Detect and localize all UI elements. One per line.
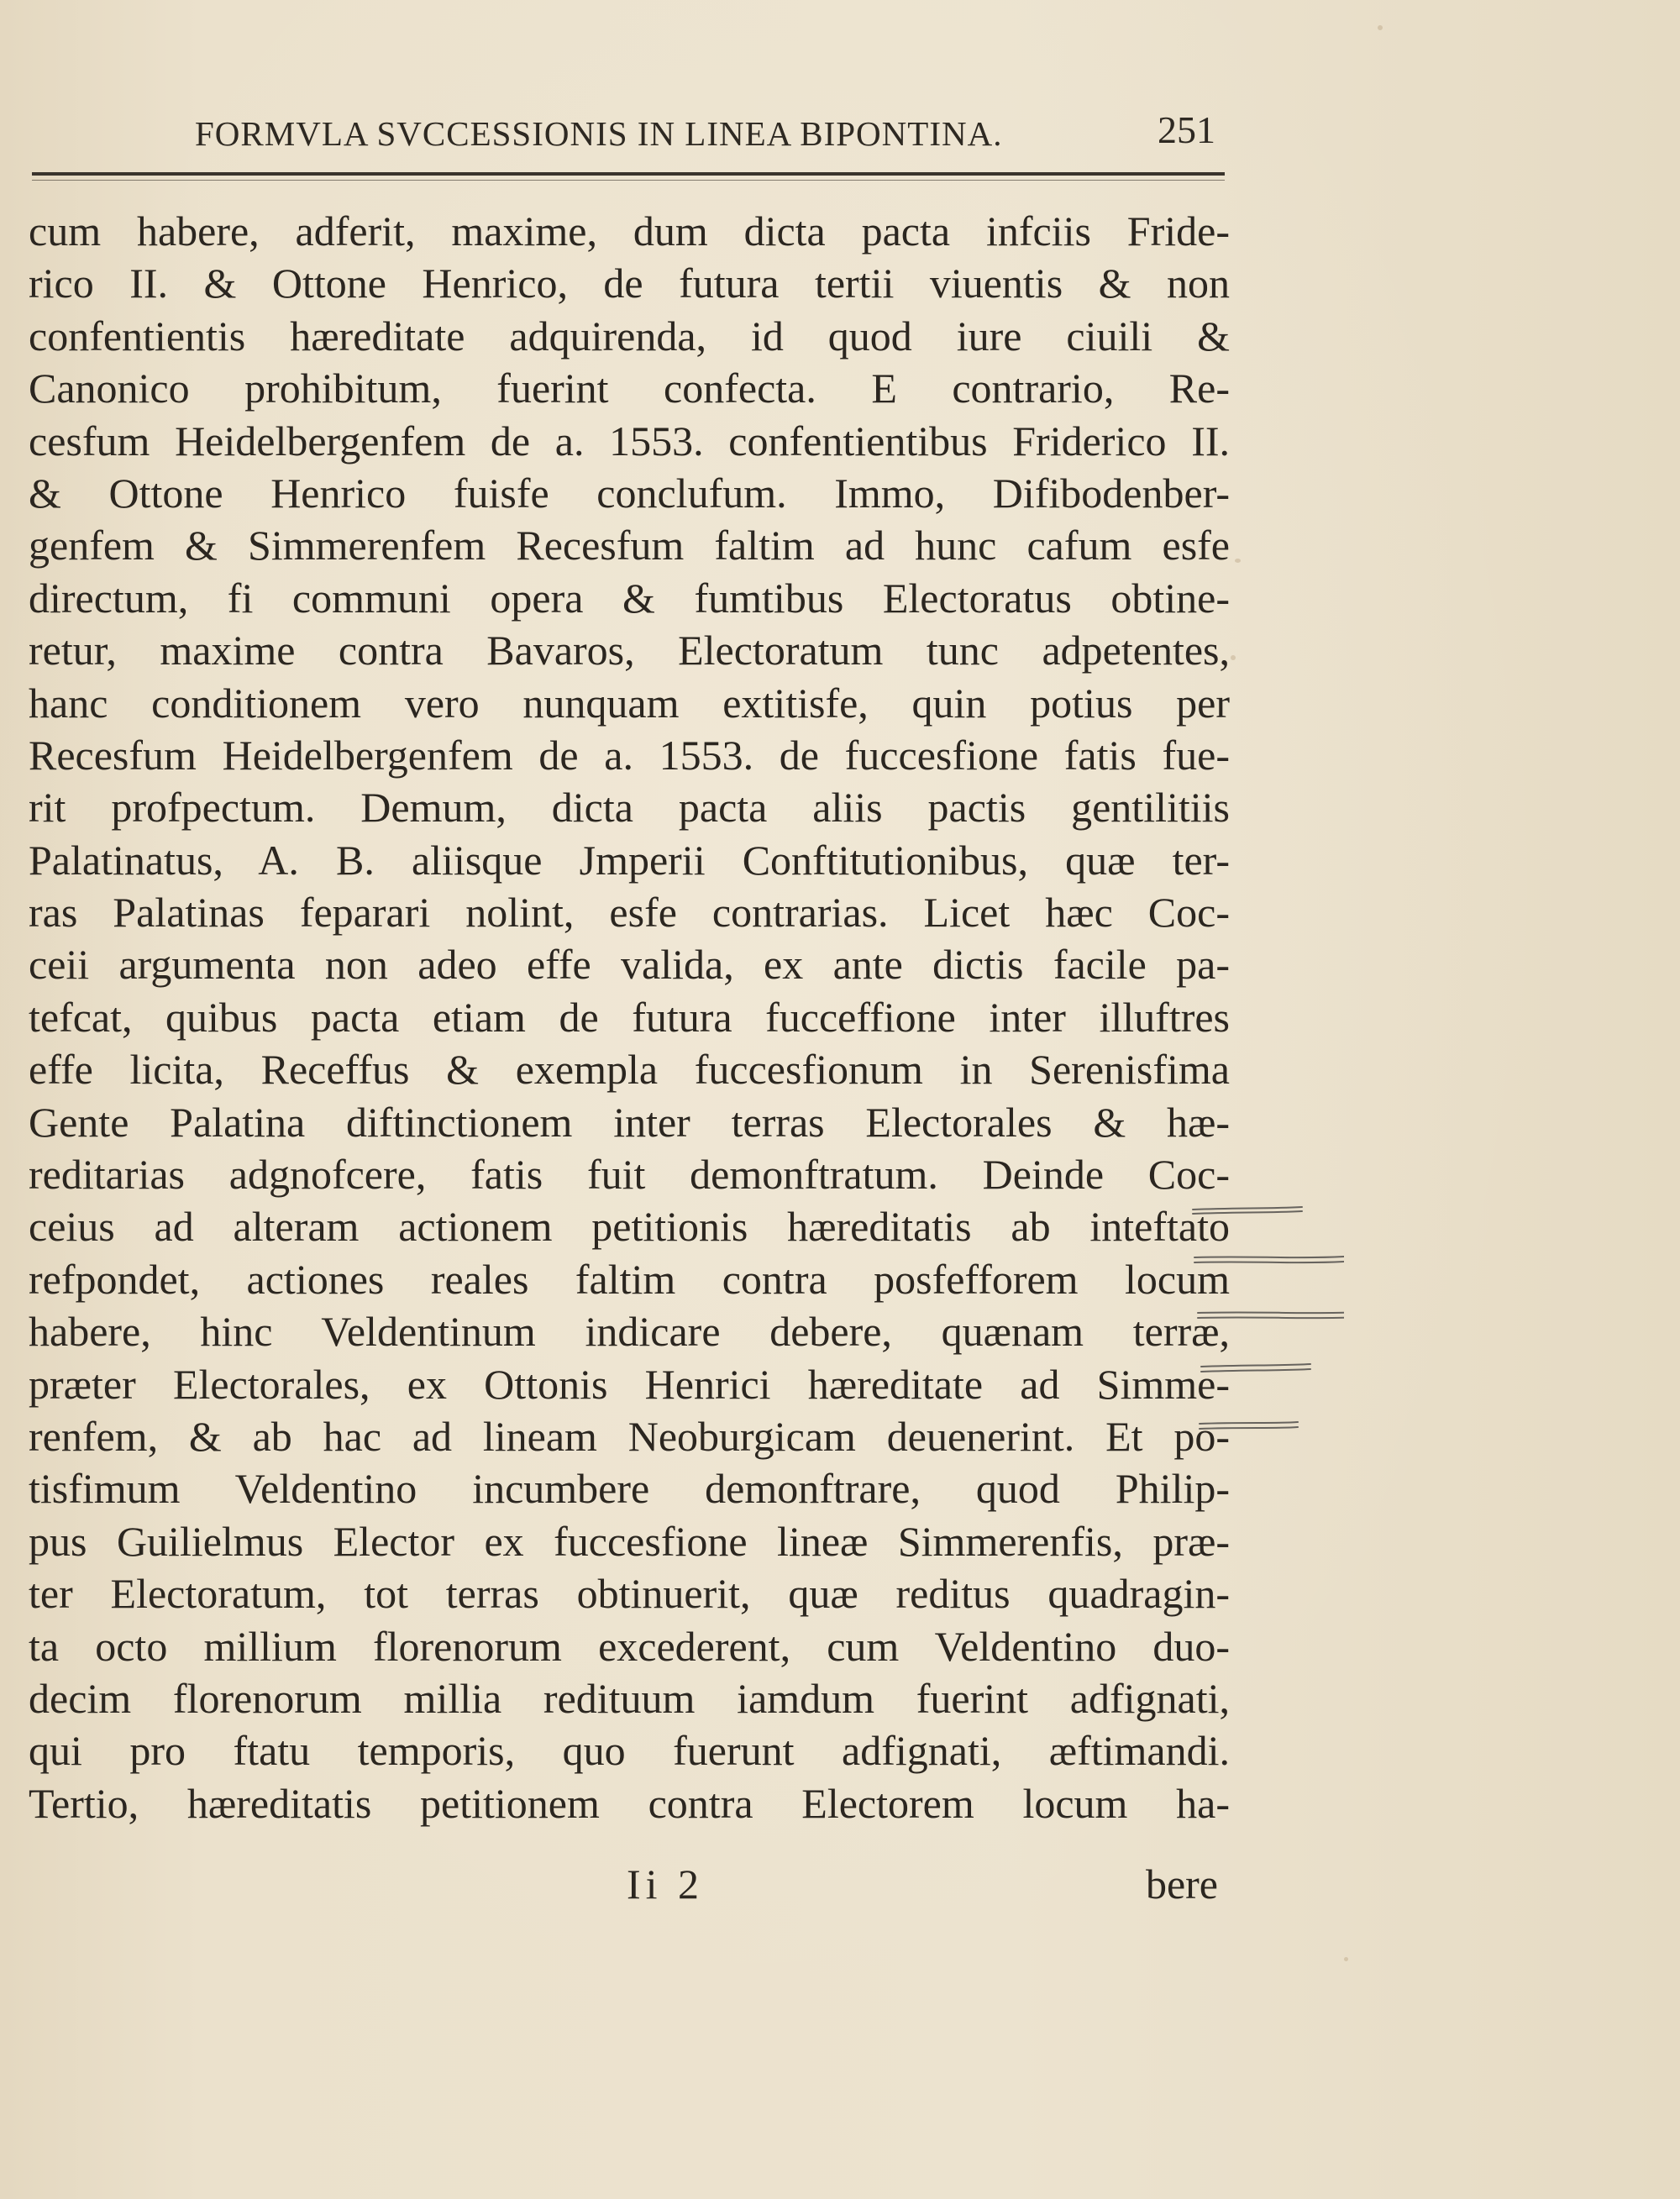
paper-stain	[1378, 25, 1383, 30]
header-rule	[32, 172, 1225, 176]
text-line: confentientis hæreditate adquirenda, id quod iure ciuili &	[29, 312, 1230, 360]
text-line: ceius ad alteram actionem petitionis hæreditatis ab inteftato	[29, 1203, 1230, 1251]
page-footer	[29, 1860, 1230, 1912]
text-line: ceii argumenta non adeo effe valida, ex ante dictis facile pa-	[29, 941, 1230, 989]
text-line: cum habere, adferit, maxime, dum dicta pacta infciis Fride-	[29, 207, 1230, 255]
text-line: genfem & Simmerenfem Recesfum faltim ad hunc cafum esfe	[29, 522, 1230, 569]
text-line: retur, maxime contra Bavaros, Electoratum tunc adpetentes,	[29, 627, 1230, 674]
paper-stain	[1231, 655, 1236, 660]
text-line: hanc conditionem vero nunquam extitisfe, quin potius per	[29, 679, 1230, 727]
header-rule-fine	[32, 180, 1225, 181]
text-line: effe licita, Receffus & exempla fuccesfionum in Serenisfima	[29, 1046, 1230, 1094]
running-title: FORMVLA SVCCESSIONIS IN LINEA BIPONTINA.	[195, 114, 1003, 153]
catchword: bere	[1145, 1860, 1218, 1908]
body-text	[29, 205, 1230, 1829]
text-line: refpondet, actiones reales faltim contra posfefforem locum	[29, 1255, 1230, 1303]
text-line: directum, fi communi opera & fumtibus Electoratus obtine-	[29, 574, 1230, 622]
text-line: reditarias adgnofcere, fatis fuit demonftratum. Deinde Coc-	[29, 1151, 1230, 1199]
text-line: Tertio, hæreditatis petitionem contra Electorem locum ha-	[29, 1779, 1230, 1827]
paper-stain	[1235, 559, 1241, 563]
text-line: rico II. & Ottone Henrico, de futura tertii viuentis & non	[29, 260, 1230, 307]
text-line: decim florenorum millia redituum iamdum fuerint adfignati,	[29, 1674, 1230, 1722]
text-line: & Ottone Henrico fuisfe conclufum. Immo, Difibodenber-	[29, 469, 1230, 517]
text-line: ras Palatinas feparari nolint, esfe contrarias. Licet hæc Coc-	[29, 889, 1230, 937]
handwritten-margin-lines	[1176, 1172, 1344, 1457]
text-line: præter Electorales, ex Ottonis Henrici hæreditate ad Simme-	[29, 1360, 1230, 1408]
text-line: Recesfum Heidelbergenfem de a. 1553. de fuccesfione fatis fue-	[29, 731, 1230, 779]
text-line: tefcat, quibus pacta etiam de futura fucceffione inter illuftres	[29, 993, 1230, 1041]
text-line: Gente Palatina diftinctionem inter terras Electorales & hæ-	[29, 1098, 1230, 1146]
text-line: ta octo millium florenorum excederent, cum Veldentino duo-	[29, 1622, 1230, 1670]
text-line: Canonico prohibitum, fuerint confecta. E contrario, Re-	[29, 365, 1230, 412]
text-line: qui pro ftatu temporis, quo fuerunt adfignati, æftimandi.	[29, 1727, 1230, 1775]
text-line: renfem, & ab hac ad lineam Neoburgicam deuenerint. Et po-	[29, 1412, 1230, 1460]
signature-mark: Ii 2	[627, 1860, 705, 1908]
paper-stain	[1344, 1957, 1348, 1961]
text-line: ter Electoratum, tot terras obtinuerit, quæ reditus quadragin-	[29, 1570, 1230, 1618]
text-line: pus Guilielmus Elector ex fuccesfione lineæ Simmerenfis, præ-	[29, 1517, 1230, 1565]
text-line: tisfimum Veldentino incumbere demonftrare, quod Philip-	[29, 1465, 1230, 1513]
text-line: habere, hinc Veldentinum indicare debere, quænam terræ,	[29, 1308, 1230, 1356]
text-line: Palatinatus, A. B. aliisque Jmperii Conftitutionibus, quæ ter-	[29, 836, 1230, 884]
page-number: 251	[1158, 108, 1215, 151]
text-line: rit profpectum. Demum, dicta pacta aliis pactis gentilitiis	[29, 784, 1230, 832]
text-line: cesfum Heidelbergenfem de a. 1553. confentientibus Friderico II.	[29, 417, 1230, 464]
